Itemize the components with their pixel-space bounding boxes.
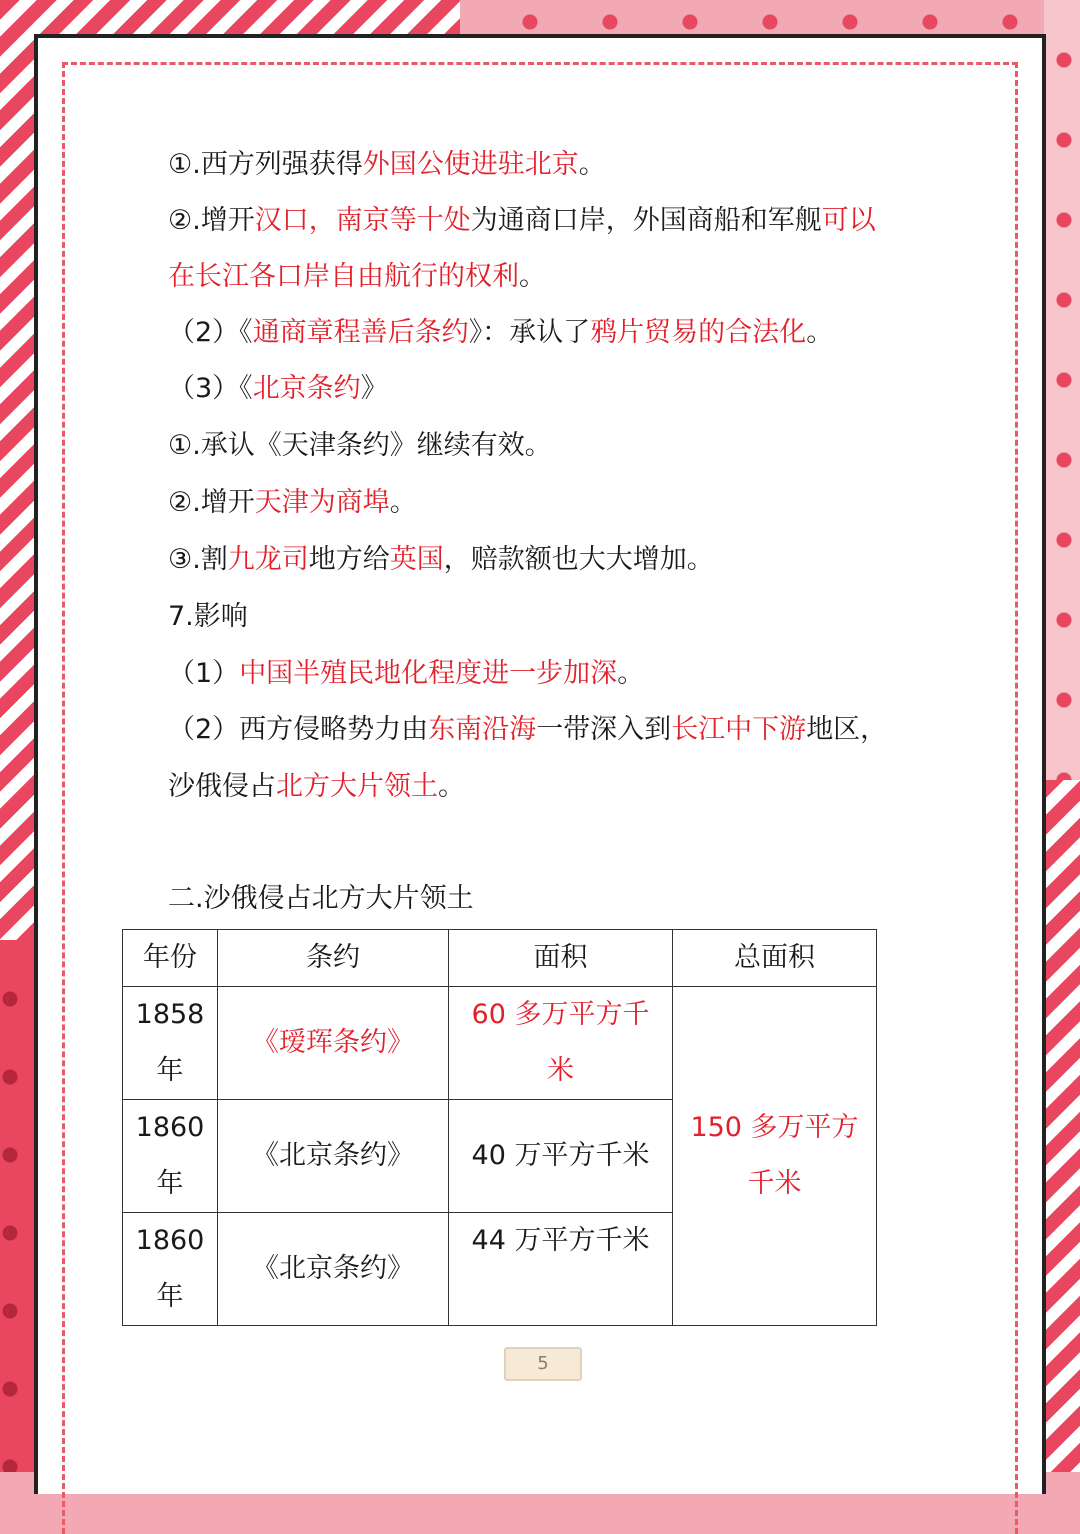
- text-span: （3）《: [168, 373, 253, 404]
- text-span: 。: [617, 658, 645, 689]
- left-dot-pattern: [0, 960, 36, 1472]
- highlight-span: 北方大片领土: [276, 771, 438, 802]
- text-span: 一带深入到: [536, 714, 672, 745]
- text-span: ③.割: [168, 544, 228, 575]
- highlight-span: 鸦片贸易的合法化: [590, 317, 807, 348]
- year-cell: [123, 987, 218, 1100]
- text-span: ②.增开: [168, 205, 255, 236]
- year-unit: 年: [156, 1281, 184, 1312]
- territory-table: [122, 929, 877, 1326]
- text-span: 地区，: [806, 714, 888, 745]
- text-line: [168, 710, 887, 750]
- text-span: ①.西方列强获得: [168, 149, 363, 180]
- text-span: 。: [438, 771, 465, 802]
- text-span: 》：承认了: [468, 317, 591, 348]
- text-line: [168, 597, 248, 637]
- year-cell: [123, 1213, 218, 1326]
- text-line: [168, 257, 546, 297]
- text-span: （2）《: [168, 317, 253, 348]
- text-line: [168, 369, 388, 409]
- treaty-cell: 《北京条约》: [218, 1213, 449, 1326]
- year-number: 1860: [135, 1112, 205, 1143]
- treaty-cell: 《瑷珲条约》: [218, 987, 449, 1100]
- text-span: 。: [806, 317, 834, 348]
- text-span: 沙俄侵占: [168, 771, 276, 802]
- highlight-span: 在长江各口岸自由航行的权利: [168, 261, 519, 292]
- text-span: 地方给: [308, 544, 390, 575]
- text-span: ，赔款额也大大增加。: [443, 544, 714, 575]
- text-span: （2）西方侵略势力由: [168, 714, 429, 745]
- text-span: （1）: [168, 658, 240, 689]
- text-span: 为通商口岸，外国商船和军舰: [470, 205, 822, 236]
- highlight-span: 英国: [389, 544, 444, 575]
- highlight-span: 东南沿海: [428, 714, 537, 745]
- highlight-span: 天津为商埠: [254, 487, 390, 518]
- total-area-line: 150 多万平方: [690, 1112, 859, 1143]
- highlight-span: 通商章程善后条约: [252, 317, 469, 348]
- highlight-span: 中国半殖民地化程度进一步加深: [239, 658, 618, 689]
- highlight-span: 外国公使进驻北京: [362, 149, 579, 180]
- highlight-span: 汉口，南京等十处: [254, 205, 471, 236]
- text-span: ②.增开: [168, 487, 255, 518]
- text-span: 。: [519, 261, 546, 292]
- total-area-line: 千米: [747, 1168, 802, 1199]
- page-number-badge: 5: [504, 1347, 582, 1381]
- text-line: [168, 426, 552, 466]
- table-row: [123, 987, 877, 1100]
- document-card: [34, 34, 1046, 1494]
- text-line: [168, 145, 606, 185]
- header-year: 年份: [123, 930, 218, 987]
- text-line: [168, 654, 644, 694]
- subheading: 7.影响: [168, 601, 248, 632]
- text-line: [168, 483, 417, 523]
- table-header-row: [123, 930, 877, 987]
- header-treaty: 条约: [218, 930, 449, 987]
- area-line: 米: [547, 1055, 574, 1086]
- text-line: [168, 540, 714, 580]
- area-cell: [449, 1213, 673, 1326]
- text-span: 。: [578, 149, 606, 180]
- highlight-span: 北京条约: [252, 373, 361, 404]
- text-span: ①.承认《天津条约》继续有效。: [168, 430, 552, 461]
- treaty-cell: 《北京条约》: [218, 1100, 449, 1213]
- area-line: 40 万平方千米: [471, 1140, 650, 1171]
- section-title: 二.沙俄侵占北方大片领土: [168, 883, 474, 914]
- area-line: 44 万平方千米: [471, 1225, 650, 1256]
- year-number: 1858: [135, 999, 205, 1030]
- text-line: [168, 767, 465, 807]
- year-unit: 年: [156, 1055, 184, 1086]
- area-cell: [449, 1100, 673, 1213]
- highlight-span: 长江中下游: [671, 714, 807, 745]
- text-span: 》: [360, 373, 388, 404]
- text-line: [168, 313, 833, 353]
- header-area: 面积: [449, 930, 673, 987]
- header-total-area: 总面积: [673, 930, 877, 987]
- year-cell: [123, 1100, 218, 1213]
- text-span: 。: [389, 487, 417, 518]
- area-line: 60 多万平方千: [471, 999, 650, 1030]
- text-line: [168, 201, 876, 241]
- right-stripe-pattern: [1044, 780, 1080, 1472]
- year-number: 1860: [135, 1225, 205, 1256]
- year-unit: 年: [156, 1168, 184, 1199]
- highlight-span: 可以: [821, 205, 876, 236]
- highlight-span: 九龙司: [227, 544, 309, 575]
- area-cell: [449, 987, 673, 1100]
- total-area-cell: [673, 987, 877, 1326]
